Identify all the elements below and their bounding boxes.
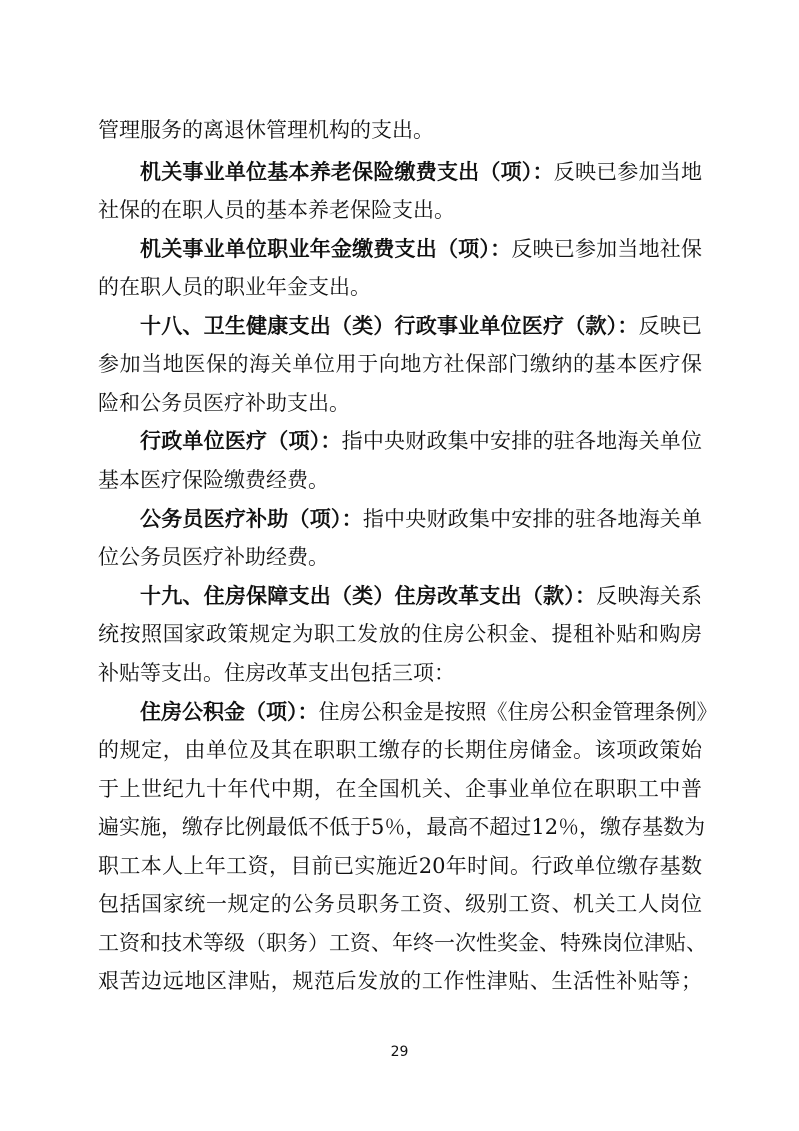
- text-line: [140, 312, 702, 340]
- text-line: [98, 116, 702, 144]
- text-line: [98, 350, 702, 378]
- line-text: 的规定，由单位及其在职职工缴存的长期住房储金。该项政策始: [98, 738, 702, 762]
- text-line: [98, 543, 702, 571]
- text-line: [98, 620, 702, 648]
- text-line: [140, 235, 702, 263]
- text-line: [140, 158, 702, 186]
- line-text: 遍实施，缴存比例最低不低于5％，最高不超过12％，缴存基数为: [98, 815, 706, 839]
- text-line: [140, 582, 702, 610]
- line-text: 统按照国家政策规定为职工发放的住房公积金、提租补贴和购房: [98, 622, 702, 646]
- line-text: 管理服务的离退休管理机构的支出。: [98, 118, 434, 142]
- section-heading: 十九、住房保障支出（类）住房改革支出（款）：: [140, 584, 597, 608]
- item-heading: 公务员医疗补助（项）：: [140, 507, 363, 531]
- text-line: [98, 736, 702, 764]
- line-text: 反映已: [638, 314, 703, 338]
- line-text: 险和公务员医疗补助支出。: [98, 391, 350, 415]
- text-line: [98, 659, 702, 687]
- item-heading: 住房公积金（项）：: [140, 700, 319, 724]
- text-line: [98, 273, 702, 301]
- text-line: [98, 813, 706, 841]
- line-text: 工资和技术等级（职务）工资、年终一次性奖金、特殊岗位津贴、: [98, 931, 707, 955]
- line-text: 指中央财政集中安排的驻各地海关单位: [341, 429, 703, 453]
- line-text: 住房公积金是按照《住房公积金管理条例》: [318, 700, 718, 724]
- text-line: [98, 852, 702, 880]
- page-number: 29: [390, 1044, 409, 1060]
- text-line: [98, 929, 707, 957]
- text-line: [140, 505, 702, 533]
- text-line: [98, 890, 702, 918]
- line-text: 参加当地医保的海关单位用于向地方社保部门缴纳的基本医疗保: [98, 352, 702, 376]
- line-text: 补贴等支出。住房改革支出包括三项：: [98, 661, 455, 685]
- line-text: 社保的在职人员的基本养老保险支出。: [98, 198, 455, 222]
- text-line: [98, 967, 702, 995]
- text-line: [140, 427, 702, 455]
- line-text: 艰苦边远地区津贴，规范后发放的工作性津贴、生活性补贴等；: [98, 969, 702, 993]
- text-line: [98, 196, 702, 224]
- text-line: [98, 466, 702, 494]
- line-text: 于上世纪九十年代中期，在全国机关、企事业单位在职职工中普: [98, 777, 702, 801]
- line-text: 指中央财政集中安排的驻各地海关单: [362, 507, 702, 531]
- item-heading: 机关事业单位职业年金缴费支出（项）：: [140, 237, 512, 261]
- line-text: 反映海关系: [596, 584, 703, 608]
- line-text: 位公务员医疗补助经费。: [98, 545, 329, 569]
- line-text: 基本医疗保险缴费经费。: [98, 468, 329, 492]
- text-line: [98, 389, 702, 417]
- section-heading: 十八、卫生健康支出（类）行政事业单位医疗（款）：: [140, 314, 639, 338]
- line-text: 包括国家统一规定的公务员职务工资、级别工资、机关工人岗位: [98, 892, 702, 916]
- text-line: [140, 698, 718, 726]
- item-heading: 行政单位医疗（项）：: [140, 429, 342, 453]
- line-text: 反映已参加当地: [553, 160, 703, 184]
- line-text: 的在职人员的职业年金支出。: [98, 275, 371, 299]
- line-text: 职工本人上年工资，目前已实施近20年时间。行政单位缴存基数: [98, 854, 702, 878]
- text-line: [98, 775, 702, 803]
- item-heading: 机关事业单位基本养老保险缴费支出（项）：: [140, 160, 554, 184]
- line-text: 反映已参加当地社保: [511, 237, 703, 261]
